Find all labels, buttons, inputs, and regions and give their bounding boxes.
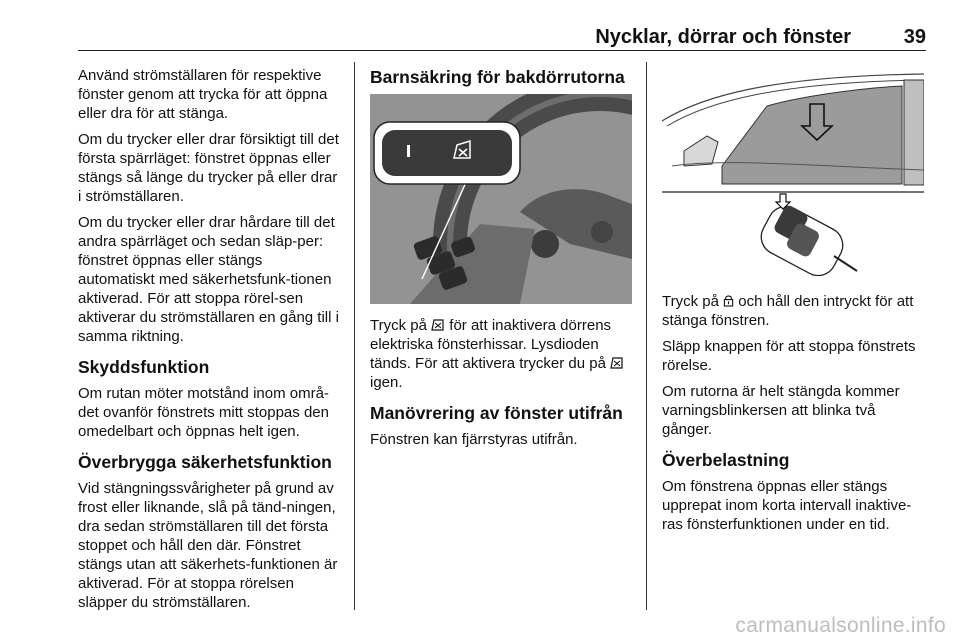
page-number: 39	[903, 26, 926, 48]
text: Tryck på	[662, 293, 719, 310]
text: för att inaktivera dörrens elektriska fönsterhissar. Lysdioden tänds. För att aktivera trycker du på	[370, 317, 612, 372]
paragraph: Om du trycker eller drar hårdare till det andra spärrläget och sedan släp-per: fönstret öppnas eller stängs automatiskt med säkerhetsfunk-tionen aktiverad. För att stoppa rörel-sen aktiverar du strömställaren en gång till i samma riktning.	[78, 214, 339, 345]
heading-manovrering: Manövrering av fönster utifrån	[370, 403, 623, 423]
column-3	[662, 66, 928, 541]
paragraph: Fönstren kan fjärrstyras utifrån.	[370, 431, 578, 448]
child-lock-window-icon	[431, 319, 445, 331]
paragraph: Om rutan möter motstånd inom områ-det ovanför fönstrets mitt stoppas den omedelbart och öppnas helt igen.	[78, 385, 329, 440]
column-divider-1	[354, 62, 355, 610]
paragraph: Använd strömställaren för respektive fönster genom att trycka för att öppna eller dra för att stänga.	[78, 67, 328, 122]
heading-overbrygga: Överbrygga säkerhetsfunktion	[78, 452, 332, 472]
text: igen.	[370, 374, 403, 391]
heading-barnsakring: Barnsäkring för bakdörrutorna	[370, 67, 625, 87]
text: och håll den intryckt för att stänga fönstren.	[662, 293, 914, 329]
column-2	[370, 66, 636, 456]
paragraph: Om rutorna är helt stängda kommer varningsblinkersen att blinka två gånger.	[662, 383, 900, 438]
door-panel-illustration	[370, 94, 632, 304]
column-1	[78, 66, 342, 619]
page-title: Nycklar, dörrar och fönster	[595, 26, 851, 48]
text: Tryck på	[370, 317, 427, 334]
watermark: carmanualsonline.info	[735, 614, 946, 637]
heading-skyddsfunktion: Skyddsfunktion	[78, 357, 210, 377]
paragraph: Om fönstrena öppnas eller stängs upprepat inom korta intervall inaktive-ras fönsterfunktionen under en tid.	[662, 478, 912, 533]
child-lock-window-icon	[610, 357, 624, 369]
column-divider-2	[646, 62, 647, 610]
car-window-key-illustration	[662, 66, 924, 276]
header-rule	[78, 50, 926, 51]
lock-icon	[723, 294, 734, 307]
paragraph: Vid stängningssvårigheter på grund av frost eller liknande, slå på tänd-ningen, dra sedan strömställaren till det första stoppet och håll den där. Fönstret stängs utan att säkerhets-funktionen är aktiverad. För at stoppa rörelsen släpper du strömställaren.	[78, 480, 338, 611]
paragraph: Släpp knappen för att stoppa fönstrets rörelse.	[662, 338, 916, 374]
paragraph-barnsakring	[370, 316, 636, 392]
paragraph: Om du trycker eller drar försiktigt till det första spärrläget: fönstret öppnas eller stängs så länge du trycker på eller drar i strömställaren.	[78, 131, 339, 205]
page-header	[78, 26, 926, 50]
heading-overbelastning: Överbelastning	[662, 450, 790, 470]
paragraph-tryck	[662, 292, 928, 330]
